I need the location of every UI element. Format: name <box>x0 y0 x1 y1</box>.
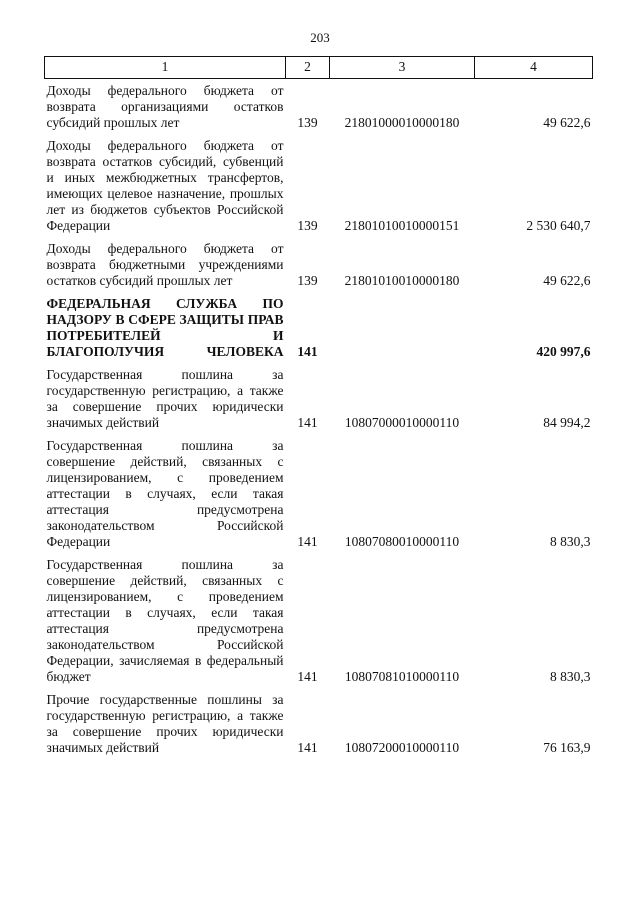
row-admin-code: 141 <box>297 415 318 430</box>
row-admin-code: 141 <box>297 669 318 684</box>
table-row <box>45 434 593 553</box>
row-budget-code: 10807200010000110 <box>344 740 460 755</box>
row-amount: 84 994,2 <box>543 415 591 430</box>
table-row <box>45 363 593 434</box>
row-admin-code: 139 <box>297 115 318 130</box>
row-budget-code: 10807000010000110 <box>344 415 460 430</box>
row-admin-code: 141 <box>297 344 318 359</box>
column-header-2: 2 <box>286 57 330 79</box>
row-amount: 8 830,3 <box>550 669 591 684</box>
row-description: ФЕДЕРАЛЬНАЯ СЛУЖБА ПО НАДЗОРУ В СФЕРЕ ЗАЩИТЫ ПРАВ ПОТРЕБИТЕЛЕЙ И БЛАГОПОЛУЧИЯ ЧЕЛОВЕКА <box>46 296 284 359</box>
row-budget-code: 21801000010000180 <box>344 115 460 130</box>
row-budget-code: 21801010010000151 <box>344 218 460 233</box>
row-admin-code: 141 <box>297 534 318 549</box>
row-budget-code: 21801010010000180 <box>344 273 460 288</box>
row-budget-code: 10807080010000110 <box>344 534 460 549</box>
row-budget-code <box>330 292 475 363</box>
column-header-3: 3 <box>330 57 475 79</box>
budget-table <box>44 56 593 759</box>
page-number: 203 <box>310 30 330 45</box>
row-description: Доходы федерального бюджета от возврата бюджетными учреждениями остатков субсидий прошлых лет <box>46 241 284 288</box>
column-header-1: 1 <box>45 57 286 79</box>
table-row <box>45 134 593 237</box>
table-row <box>45 292 593 363</box>
row-admin-code: 139 <box>297 273 318 288</box>
row-admin-code: 141 <box>297 740 318 755</box>
row-description: Прочие государственные пошлины за государственную регистрацию, а также за совершение прочих юридически значимых действий <box>46 692 284 755</box>
row-amount: 76 163,9 <box>543 740 591 755</box>
row-description: Доходы федерального бюджета от возврата остатков субсидий, субвенций и иных межбюджетных трансфертов, имеющих целевое назначение, прошлых лет из бюджетов субъектов Российской Федерации <box>46 138 284 233</box>
table-row <box>45 79 593 135</box>
row-amount: 2 530 640,7 <box>526 218 591 233</box>
table-row <box>45 553 593 688</box>
row-amount: 420 997,6 <box>536 344 591 359</box>
row-budget-code: 10807081010000110 <box>344 669 460 684</box>
row-description: Государственная пошлина за совершение действий, связанных с лицензированием, с проведением аттестации в случаях, если такая аттестация предусмотрена законодательством Российской Федерации, зачисляемая в федеральный бюджет <box>46 557 284 684</box>
table-body <box>45 79 593 760</box>
row-amount: 8 830,3 <box>550 534 591 549</box>
row-description: Государственная пошлина за государственную регистрацию, а также за совершение прочих юридически значимых действий <box>46 367 284 430</box>
row-amount: 49 622,6 <box>543 273 591 288</box>
row-description: Государственная пошлина за совершение действий, связанных с лицензированием, с проведением аттестации в случаях, если такая аттестация предусмотрена законодательством Российской Федерации <box>46 438 284 549</box>
table-row <box>45 237 593 292</box>
row-description: Доходы федерального бюджета от возврата организациями остатков субсидий прошлых лет <box>46 83 284 130</box>
table-row <box>45 688 593 759</box>
row-admin-code: 139 <box>297 218 318 233</box>
column-header-4: 4 <box>475 57 593 79</box>
table-header-row <box>45 57 593 79</box>
row-amount: 49 622,6 <box>543 115 591 130</box>
